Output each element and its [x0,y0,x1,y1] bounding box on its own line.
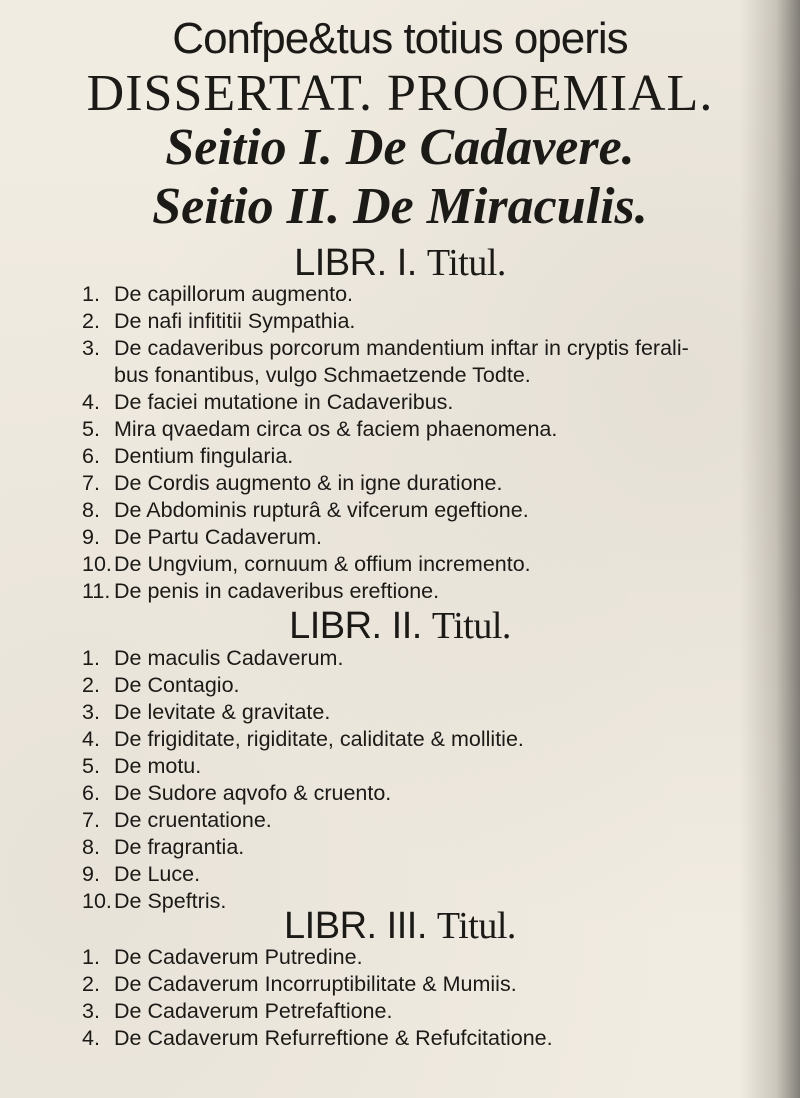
entry-number: 11. [82,579,111,603]
entry-number: 7. [82,808,100,832]
entry-number: 4. [82,390,100,414]
book-2-entry [82,754,201,779]
entry-number: 4. [82,727,100,751]
book-2-entry [82,781,391,806]
header-sectio-1: Seitio I. De Cadavere. [165,119,635,176]
book-1-entry [82,579,439,604]
book-1-entry [82,390,453,415]
entry-text: De cadaveribus porcorum mandentium inftar in cryptis ferali- [114,336,689,360]
entry-text: De fragrantia. [114,835,245,859]
book-1-heading [0,241,800,285]
book-1-entry [82,444,293,469]
entry-text: De Cadaverum Refurreftione & Refufcitatione. [114,1026,553,1050]
header-conspectus: Confpe&tus totius operis [172,14,628,63]
book-1-entry [82,525,322,550]
book-3-entry [82,1026,553,1051]
entry-number: 3. [82,700,100,724]
entry-text: De nafi infititii Sympathia. [114,309,356,333]
entry-text: De Luce. [114,862,201,886]
book-3-titul: Titul. [436,905,516,947]
book-2-heading [0,604,800,648]
book-2-entry [82,646,343,671]
entry-text: De maculis Cadaverum. [114,646,344,670]
book-2-entry [82,700,330,725]
book-1-entry [82,282,353,307]
entry-number: 9. [82,525,100,549]
book-1-entry [82,309,355,334]
book-2-entry [82,727,524,752]
entry-number: 9. [82,862,100,886]
entry-text: De faciei mutatione in Cadaveribus. [114,390,454,414]
book-1-entry-continuation: bus fonantibus, vulgo Schmaetzende Todte. [114,363,531,387]
book-3-entry [82,945,363,970]
book-2-titul: Titul. [431,605,511,647]
entry-number: 8. [82,835,100,859]
entry-number: 8. [82,498,100,522]
entry-number: 6. [82,444,100,468]
entry-text: Mira qvaedam circa os & faciem phaenomena. [114,417,558,441]
book-1-entry [82,417,557,442]
entry-number: 1. [82,945,100,969]
entry-text: De Cadaverum Putredine. [114,945,363,969]
book-2-libr: LIBR. II. [289,605,422,647]
entry-text: De frigiditate, rigiditate, caliditate & mollitie. [114,727,524,751]
book-1-libr: LIBR. I. [294,242,417,284]
header-dissertatio: DISSERTAT. PROOEMIAL. [86,65,714,122]
entry-text: De Cordis augmento & in igne duratione. [114,471,503,495]
entry-number: 5. [82,417,100,441]
entry-text: De motu. [114,754,202,778]
entry-text: De Cadaverum Petrefaftione. [114,999,393,1023]
entry-text: De Contagio. [114,673,240,697]
book-2-entry [82,862,200,887]
header-sectio-2: Seitio II. De Miraculis. [152,178,648,235]
entry-text: De Speftris. [114,889,227,913]
book-1-titul: Titul. [426,242,506,284]
book-1-entry [82,498,529,523]
book-2-entry [82,673,240,698]
entry-number: 2. [82,972,100,996]
entry-number: 10. [82,552,112,576]
entry-number: 7. [82,471,100,495]
book-1-entry [82,552,531,577]
entry-text: De Abdominis rupturâ & vifcerum egeftione. [114,498,529,522]
entry-text: De Partu Cadaverum. [114,525,322,549]
entry-text: De Ungvium, cornuum & offium incremento. [114,552,531,576]
entry-number: 4. [82,1026,100,1050]
entry-text: Dentium fingularia. [114,444,294,468]
entry-text: De levitate & gravitate. [114,700,331,724]
book-1-entry [82,336,689,361]
entry-number: 1. [82,282,100,306]
entry-number: 2. [82,673,100,697]
entry-text: De Sudore aqvofo & cruento. [114,781,392,805]
entry-text: De Cadaverum Incorruptibilitate & Mumiis. [114,972,517,996]
book-3-entry [82,999,392,1024]
entry-number: 1. [82,646,100,670]
book-3-libr: LIBR. III. [284,905,427,947]
entry-number: 5. [82,754,100,778]
entry-number: 3. [82,999,100,1023]
entry-number: 3. [82,336,100,360]
entry-text: De cruentatione. [114,808,272,832]
book-2-entry [82,808,272,833]
book-3-heading [0,904,800,948]
entry-number: 2. [82,309,100,333]
entry-number: 10. [82,889,112,913]
entry-text: De penis in cadaveribus ereftione. [114,579,440,603]
book-1-entry [82,471,502,496]
entry-text: De capillorum augmento. [114,282,354,306]
book-2-entry [82,835,244,860]
book-3-entry [82,972,517,997]
entry-number: 6. [82,781,100,805]
